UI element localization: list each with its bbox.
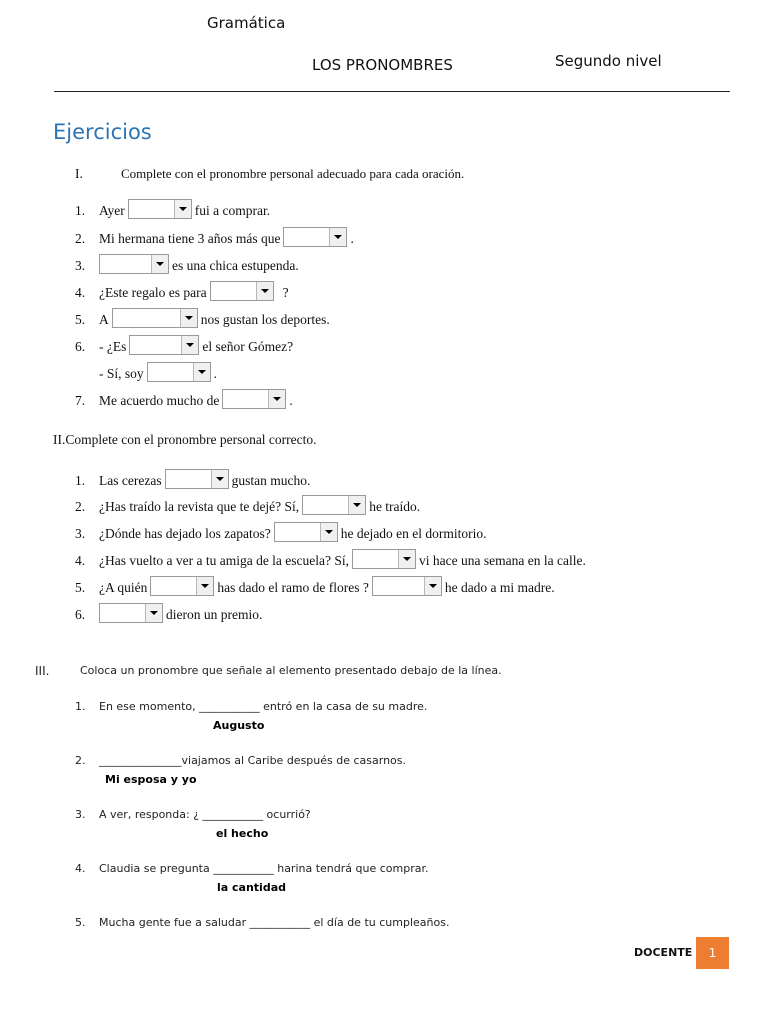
chevron-down-icon[interactable]: [193, 363, 210, 381]
page-number: 1: [696, 937, 729, 969]
docente-label: DOCENTE: [634, 946, 693, 959]
s1-item-2: 2. Mi hermana tiene 3 años más que .: [75, 227, 354, 247]
s3-item-1: 1. En ese momento, ___________ entró en la casa de su madre.: [75, 700, 428, 713]
answer-select[interactable]: [210, 281, 274, 301]
s2-item-5: 5. ¿A quién has dado el ramo de flores ? he dado a mi madre.: [75, 576, 555, 596]
s3-item-5: 5. Mucha gente fue a saludar ___________ el día de tu cumpleaños.: [75, 916, 450, 929]
chevron-down-icon[interactable]: [181, 336, 198, 354]
answer-select[interactable]: [165, 469, 229, 489]
answer-select[interactable]: [302, 495, 366, 515]
s2-item-6: 6. dieron un premio.: [75, 603, 262, 623]
chevron-down-icon[interactable]: [398, 550, 415, 568]
section2-instruction: II.Complete con el pronombre personal correcto.: [53, 432, 317, 447]
chevron-down-icon[interactable]: [320, 523, 337, 541]
s1-item-4: 4. ¿Este regalo es para ?: [75, 281, 289, 301]
section3-instruction: Coloca un pronombre que señale al elemento presentado debajo de la línea.: [80, 664, 502, 677]
topic-title: LOS PRONOMBRES: [312, 56, 453, 74]
s3-label-1: Augusto: [213, 719, 265, 732]
s3-item-2: 2. _______________viajamos al Caribe después de casarnos.: [75, 754, 407, 767]
chevron-down-icon[interactable]: [145, 604, 162, 622]
chevron-down-icon[interactable]: [180, 309, 197, 327]
answer-select[interactable]: [129, 335, 199, 355]
s1-item-6: 6. - ¿Es el señor Gómez?: [75, 335, 293, 355]
section1-roman: I.: [75, 166, 83, 181]
s2-item-2: 2. ¿Has traído la revista que te dejé? Sí, he traído.: [75, 495, 420, 515]
header-divider: [54, 91, 730, 92]
s1-item-6b: - Sí, soy .: [99, 362, 217, 382]
s2-item-4: 4. ¿Has vuelto a ver a tu amiga de la escuela? Sí, vi hace una semana en la calle.: [75, 549, 586, 569]
s3-item-3: 3. A ver, responda: ¿ ___________ ocurrió?: [75, 808, 311, 821]
s3-item-4: 4. Claudia se pregunta ___________ harina tendrá que comprar.: [75, 862, 429, 875]
s2-item-3: 3. ¿Dónde has dejado los zapatos? he dejado en el dormitorio.: [75, 522, 487, 542]
s2-item-1: 1. Las cerezas gustan mucho.: [75, 469, 310, 489]
s1-item-1: 1. Ayer fui a comprar.: [75, 199, 270, 219]
chevron-down-icon[interactable]: [348, 496, 365, 514]
s3-label-3: el hecho: [216, 827, 269, 840]
chevron-down-icon[interactable]: [211, 470, 228, 488]
s1-item-5: 5. A nos gustan los deportes.: [75, 308, 330, 328]
s1-item-7: 7. Me acuerdo mucho de .: [75, 389, 293, 409]
answer-select[interactable]: [112, 308, 198, 328]
answer-select[interactable]: [147, 362, 211, 382]
answer-select[interactable]: [352, 549, 416, 569]
s3-label-2: Mi esposa y yo: [105, 773, 197, 786]
answer-select[interactable]: [283, 227, 347, 247]
s3-label-4: la cantidad: [217, 881, 286, 894]
answer-select[interactable]: [274, 522, 338, 542]
answer-select[interactable]: [372, 576, 442, 596]
answer-select[interactable]: [222, 389, 286, 409]
page-heading: Ejercicios: [53, 120, 152, 144]
chevron-down-icon[interactable]: [268, 390, 285, 408]
chevron-down-icon[interactable]: [174, 200, 191, 218]
chevron-down-icon[interactable]: [151, 255, 168, 273]
answer-select[interactable]: [99, 254, 169, 274]
answer-select[interactable]: [128, 199, 192, 219]
level-label: Segundo nivel: [555, 52, 662, 70]
subject-title: Gramática: [207, 14, 286, 32]
answer-select[interactable]: [150, 576, 214, 596]
s1-item-3: 3. es una chica estupenda.: [75, 254, 299, 274]
chevron-down-icon[interactable]: [329, 228, 346, 246]
chevron-down-icon[interactable]: [196, 577, 213, 595]
answer-select[interactable]: [99, 603, 163, 623]
section1-instruction: Complete con el pronombre personal adecuado para cada oración.: [121, 166, 465, 181]
section3-roman: III.: [35, 664, 50, 678]
chevron-down-icon[interactable]: [256, 282, 273, 300]
chevron-down-icon[interactable]: [424, 577, 441, 595]
